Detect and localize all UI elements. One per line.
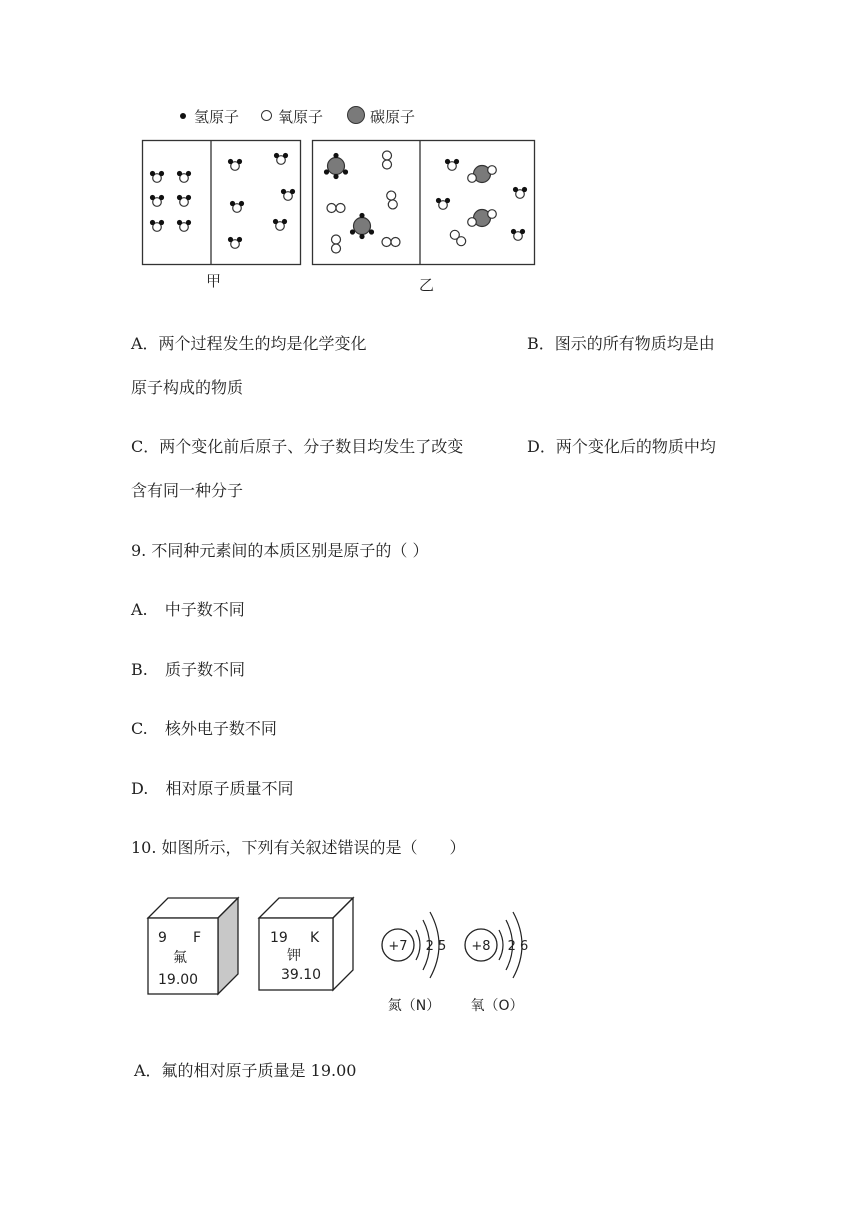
oxygen-nucleus: +8 [471,939,491,954]
oxygen-caption: 氧（O） [470,998,524,1014]
panel-yi-before-molecules [324,151,400,253]
legend-oxygen-label: 氧原子 [278,108,324,126]
potassium-number: 19 [270,930,288,946]
panel-yi-frame [313,141,535,265]
panel-jia-after-molecules [228,153,295,248]
potassium-mass: 39.10 [281,967,322,983]
q8-option-d-continued: 含有同一种分子 [131,481,244,500]
option-letter: C. [131,719,148,738]
q8-option-b: B．图示的所有物质均是由 [527,334,715,353]
q8-option-c: C．两个变化前后原子、分子数目均发生了改变 [131,437,464,456]
legend-hydrogen-label: 氢原子 [194,108,240,126]
fluorine-name: 氟 [173,950,187,966]
q8-option-d: D．两个变化后的物质中均 [527,437,716,456]
hydrogen-atom-icon [180,113,186,119]
q10-element-figure [140,890,540,1020]
panel-yi-label: 乙 [419,276,435,294]
potassium-symbol: K [310,930,320,946]
q9-option-c [131,719,277,739]
nitrogen-caption: 氮（N） [387,998,441,1014]
q9-stem: 9. 不同种元素间的本质区别是原子的（ ） [131,541,429,560]
nitrogen-shells: 2 5 [425,939,447,954]
oxygen-shells: 2 6 [507,939,529,954]
panel-jia-label: 甲 [206,272,222,290]
fluorine-card [148,898,238,994]
q8-option-a: A．两个过程发生的均是化学变化 [131,334,367,353]
fluorine-symbol: F [193,930,202,946]
q10-stem: 10. 如图所示，下列有关叙述错误的是（ ） [131,838,466,857]
nitrogen-atom-diagram [382,912,446,978]
panel-jia-before-molecules [150,171,191,231]
figure1-molecule-diagram [140,138,540,268]
option-text: 相对原子质量不同 [165,779,294,798]
legend-carbon-label: 碳原子 [370,108,416,126]
option-letter: D. [131,779,149,798]
fluorine-mass: 19.00 [158,972,199,988]
option-letter: B. [131,660,148,679]
nitrogen-nucleus: +7 [388,939,408,954]
oxygen-atom-diagram [465,912,528,978]
oxygen-atom-icon [261,110,272,121]
q9-option-d [131,779,293,799]
option-text: 中子数不同 [164,600,245,619]
q8-option-b-continued: 原子构成的物质 [131,378,244,397]
carbon-atom-icon [347,106,365,124]
option-text: 质子数不同 [164,660,245,679]
potassium-name: 钾 [287,948,301,964]
fluorine-number: 9 [158,930,167,946]
q9-option-a [131,600,245,620]
q9-option-b [131,660,245,680]
potassium-card [259,898,353,990]
option-letter: A. [131,600,148,619]
q10-option-a: A．氟的相对原子质量是 19.00 [134,1061,357,1080]
panel-yi-after-molecules [436,159,527,248]
option-text: 核外电子数不同 [164,719,277,738]
